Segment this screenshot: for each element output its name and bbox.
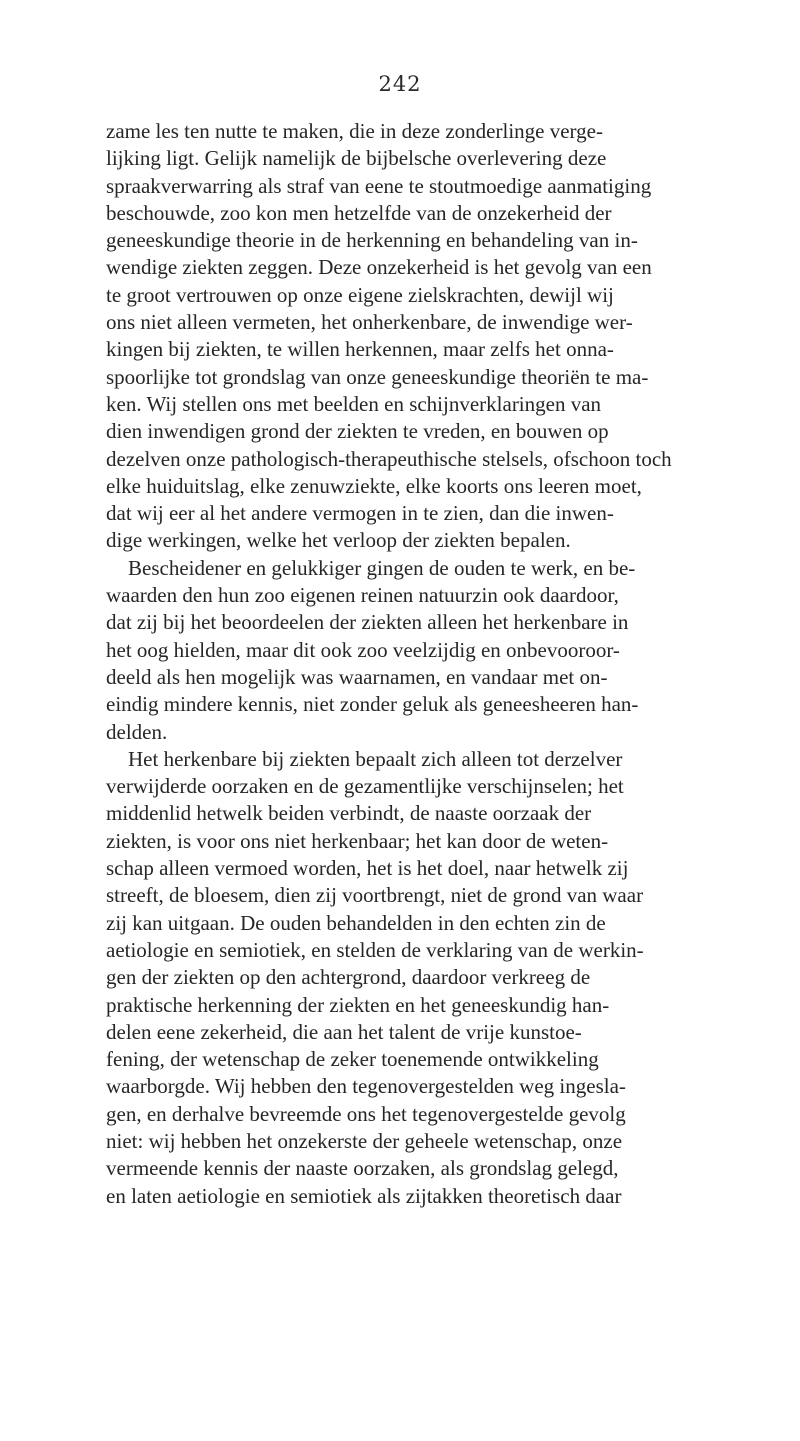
text-line: spraakverwarring als straf van eene te stoutmoedige aanmatiging xyxy=(106,173,652,198)
text-line: praktische herkenning der ziekten en het geneeskundig han- xyxy=(106,992,610,1017)
text-line: verwijderde oorzaken en de gezamentlijke verschijnselen; het xyxy=(106,774,624,799)
text-line: delen eene zekerheid, die aan het talent de vrije kunstoe- xyxy=(106,1019,582,1044)
text-line: te groot vertrouwen op onze eigene zielskrachten, dewijl wij xyxy=(106,282,614,307)
text-line: elke huiduitslag, elke zenuwziekte, elke koorts ons leeren moet, xyxy=(106,473,642,498)
text-line: waarden den hun zoo eigenen reinen natuurzin ook daardoor, xyxy=(106,583,619,608)
body-text xyxy=(106,118,800,1210)
text-line: middenlid hetwelk beiden verbindt, de naaste oorzaak der xyxy=(106,801,592,826)
text-line: beschouwde, zoo kon men hetzelfde van de onzekerheid der xyxy=(106,200,612,225)
text-line: zij kan uitgaan. De ouden behandelden in den echten zin de xyxy=(106,910,606,935)
text-line: eindig mindere kennis, niet zonder geluk als geneesheeren han- xyxy=(106,692,639,717)
page-number: 242 xyxy=(378,72,422,96)
text-line: zame les ten nutte te maken, die in deze zonderlinge verge- xyxy=(106,119,603,143)
text-line: geneeskundige theorie in de herkenning en behandeling van in- xyxy=(106,228,638,253)
text-line: fening, der wetenschap de zeker toenemende ontwikkeling xyxy=(106,1047,599,1072)
text-line: delden. xyxy=(106,719,168,744)
text-line: dige werkingen, welke het verloop der ziekten bepalen. xyxy=(106,528,571,553)
text-line: Het herkenbare bij ziekten bepaalt zich alleen tot derzelver xyxy=(128,746,623,771)
text-line: deeld als hen mogelijk was waarnamen, en vandaar met on- xyxy=(106,664,608,689)
text-line: ons niet alleen vermeten, het onherkenbare, de inwendige wer- xyxy=(106,310,633,335)
text-line: dezelven onze pathologisch-therapeuthische stelsels, ofschoon toch xyxy=(106,446,672,471)
text-line: aetiologie en semiotiek, en stelden de verklaring van de werkin- xyxy=(106,937,644,962)
text-line: lijking ligt. Gelijk namelijk de bijbelsche overlevering deze xyxy=(106,146,607,171)
text-line: Bescheidener en gelukkiger gingen de ouden te werk, en be- xyxy=(128,555,636,580)
text-line: schap alleen vermoed worden, het is het doel, naar hetwelk zij xyxy=(106,856,629,881)
text-line: spoorlijke tot grondslag van onze geneeskundige theoriën te ma- xyxy=(106,364,649,389)
text-line: wendige ziekten zeggen. Deze onzekerheid is het gevolg van een xyxy=(106,255,652,280)
text-line: gen, en derhalve bevreemde ons het tegenovergestelde gevolg xyxy=(106,1101,626,1126)
text-line: streeft, de bloesem, dien zij voortbrengt, niet de grond van waar xyxy=(106,883,644,908)
text-line: gen der ziekten op den achtergrond, daardoor verkreeg de xyxy=(106,965,591,990)
text-line: vermeende kennis der naaste oorzaken, als grondslag gelegd, xyxy=(106,1156,619,1181)
text-line: niet: wij hebben het onzekerste der geheele wetenschap, onze xyxy=(106,1128,623,1153)
text-line: kingen bij ziekten, te willen herkennen, maar zelfs het onna- xyxy=(106,337,614,362)
text-line: dat zij bij het beoordeelen der ziekten alleen het herkenbare in xyxy=(106,610,629,635)
text-line: ziekten, is voor ons niet herkenbaar; het kan door de weten- xyxy=(106,828,609,853)
text-line: waarborgde. Wij hebben den tegenovergestelden weg ingesla- xyxy=(106,1074,626,1099)
text-line: ken. Wij stellen ons met beelden en schijnverklaringen van xyxy=(106,391,602,416)
text-line: dat wij eer al het andere vermogen in te zien, dan die inwen- xyxy=(106,501,614,526)
text-line: dien inwendigen grond der ziekten te vreden, en bouwen op xyxy=(106,419,609,444)
text-line: het oog hielden, maar dit ook zoo veelzijdig en onbevooroor- xyxy=(106,637,620,662)
text-line: en laten aetiologie en semiotiek als zijtakken theoretisch daar xyxy=(106,1183,622,1208)
